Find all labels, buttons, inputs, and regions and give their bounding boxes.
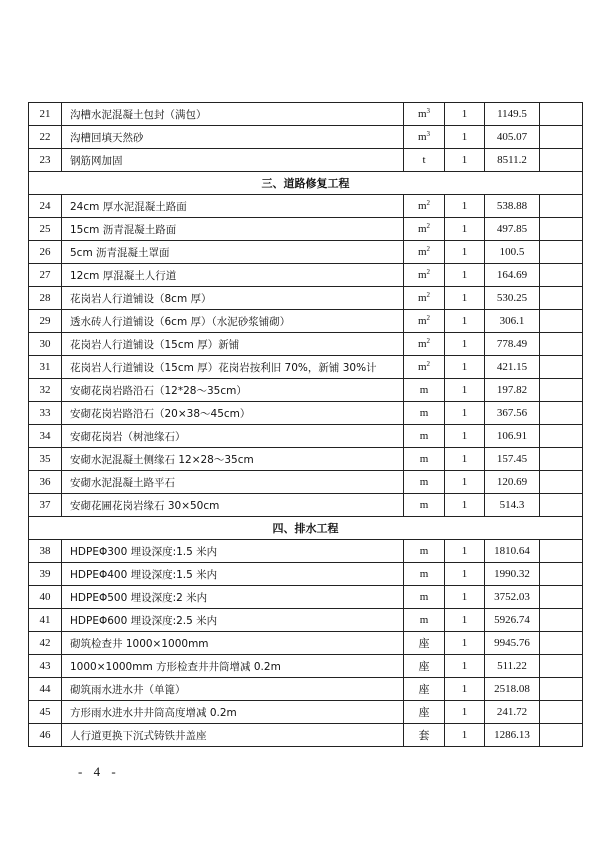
item-unit xyxy=(404,333,445,356)
table-row xyxy=(29,425,583,448)
table-row xyxy=(29,563,583,586)
item-name-cell xyxy=(62,241,404,264)
unit-base: m xyxy=(417,292,427,304)
unit-base: m xyxy=(419,453,429,465)
remarks-cell xyxy=(540,264,583,287)
unit-exponent: 2 xyxy=(426,337,431,345)
item-quantity: 1 xyxy=(445,655,485,678)
item-unit xyxy=(404,103,445,126)
item-name-cell xyxy=(62,379,404,402)
item-quantity: 1 xyxy=(445,494,485,517)
remarks-cell xyxy=(540,287,583,310)
remarks-cell xyxy=(540,540,583,563)
item-quantity: 1 xyxy=(445,701,485,724)
item-number: 38 xyxy=(29,540,62,563)
unit-base: m xyxy=(417,108,427,120)
unit-base: 座 xyxy=(418,661,430,673)
item-amount: 497.85 xyxy=(485,218,540,241)
remarks-cell xyxy=(540,586,583,609)
item-unit xyxy=(404,448,445,471)
unit-base: m xyxy=(417,361,427,373)
item-quantity: 1 xyxy=(445,218,485,241)
remarks-cell xyxy=(540,494,583,517)
remarks-cell xyxy=(540,310,583,333)
item-amount: 511.22 xyxy=(485,655,540,678)
remarks-cell xyxy=(540,724,583,747)
item-amount: 306.1 xyxy=(485,310,540,333)
table-row xyxy=(29,402,583,425)
item-unit xyxy=(404,379,445,402)
remarks-cell xyxy=(540,425,583,448)
item-number: 26 xyxy=(29,241,62,264)
item-quantity: 1 xyxy=(445,471,485,494)
item-amount: 9945.76 xyxy=(485,632,540,655)
item-name-cell xyxy=(62,126,404,149)
item-unit xyxy=(404,655,445,678)
item-name: 钢筋网加固 xyxy=(70,154,123,167)
item-quantity: 1 xyxy=(445,264,485,287)
item-name: HDPEΦ300 埋设深度:1.5 米内 xyxy=(70,545,218,558)
remarks-cell xyxy=(540,701,583,724)
item-amount: 405.07 xyxy=(485,126,540,149)
item-number: 22 xyxy=(29,126,62,149)
item-name: 砌筑检查井 1000×1000mm xyxy=(70,637,209,650)
unit-exponent: 2 xyxy=(426,314,431,322)
item-number: 41 xyxy=(29,609,62,632)
item-unit xyxy=(404,609,445,632)
item-amount: 1286.13 xyxy=(485,724,540,747)
item-name-cell xyxy=(62,402,404,425)
item-name: 安砌花岗岩路沿石（20×38～45cm） xyxy=(70,407,251,420)
item-amount: 367.56 xyxy=(485,402,540,425)
remarks-cell xyxy=(540,333,583,356)
item-quantity: 1 xyxy=(445,678,485,701)
item-name: 安砌花岗岩路沿石（12*28～35cm） xyxy=(70,384,247,397)
unit-base: m xyxy=(419,568,429,580)
unit-exponent: 3 xyxy=(426,107,431,115)
unit-base: m xyxy=(417,200,427,212)
item-name-cell xyxy=(62,494,404,517)
table-row xyxy=(29,264,583,287)
remarks-cell xyxy=(540,471,583,494)
item-amount: 8511.2 xyxy=(485,149,540,172)
item-number: 35 xyxy=(29,448,62,471)
unit-base: m xyxy=(417,131,427,143)
item-name-cell xyxy=(62,264,404,287)
item-name: 安砌花岗岩（树池缘石） xyxy=(70,430,186,443)
unit-base: m xyxy=(419,384,429,396)
item-number: 44 xyxy=(29,678,62,701)
unit-exponent: 2 xyxy=(426,245,431,253)
item-name-cell xyxy=(62,724,404,747)
item-quantity: 1 xyxy=(445,632,485,655)
item-number: 31 xyxy=(29,356,62,379)
item-quantity: 1 xyxy=(445,586,485,609)
item-unit xyxy=(404,632,445,655)
item-unit xyxy=(404,586,445,609)
remarks-cell xyxy=(540,149,583,172)
item-name-cell xyxy=(62,218,404,241)
table-row xyxy=(29,540,583,563)
item-quantity: 1 xyxy=(445,103,485,126)
item-unit xyxy=(404,218,445,241)
item-name: 1000×1000mm 方形检查井井筒增减 0.2m xyxy=(70,660,281,673)
item-quantity: 1 xyxy=(445,448,485,471)
item-name: 人行道更换下沉式铸铁井盖座 xyxy=(70,729,207,742)
remarks-cell xyxy=(540,448,583,471)
item-unit xyxy=(404,264,445,287)
item-unit xyxy=(404,494,445,517)
item-unit xyxy=(404,678,445,701)
item-name: HDPEΦ400 埋设深度:1.5 米内 xyxy=(70,568,218,581)
remarks-cell xyxy=(540,402,583,425)
table-row xyxy=(29,678,583,701)
table-row xyxy=(29,287,583,310)
table-row xyxy=(29,103,583,126)
remarks-cell xyxy=(540,356,583,379)
item-name: 5cm 沥青混凝土罩面 xyxy=(70,246,170,259)
unit-base: 套 xyxy=(418,730,430,742)
remarks-cell xyxy=(540,609,583,632)
unit-base: m xyxy=(419,614,429,626)
item-quantity: 1 xyxy=(445,333,485,356)
item-unit xyxy=(404,540,445,563)
item-number: 21 xyxy=(29,103,62,126)
item-number: 42 xyxy=(29,632,62,655)
item-number: 29 xyxy=(29,310,62,333)
item-amount: 100.5 xyxy=(485,241,540,264)
unit-exponent: 2 xyxy=(426,199,431,207)
item-quantity: 1 xyxy=(445,356,485,379)
item-amount: 2518.08 xyxy=(485,678,540,701)
item-quantity: 1 xyxy=(445,149,485,172)
page-number: - 4 - xyxy=(78,764,120,779)
item-name-cell xyxy=(62,103,404,126)
table-row xyxy=(29,149,583,172)
remarks-cell xyxy=(540,563,583,586)
table-row xyxy=(29,724,583,747)
item-number: 43 xyxy=(29,655,62,678)
item-number: 40 xyxy=(29,586,62,609)
item-name-cell xyxy=(62,655,404,678)
unit-base: m xyxy=(417,223,427,235)
item-unit xyxy=(404,402,445,425)
unit-base: m xyxy=(417,269,427,281)
unit-exponent: 2 xyxy=(426,268,431,276)
item-amount: 1990.32 xyxy=(485,563,540,586)
item-amount: 120.69 xyxy=(485,471,540,494)
item-number: 36 xyxy=(29,471,62,494)
item-amount: 241.72 xyxy=(485,701,540,724)
unit-exponent: 2 xyxy=(426,222,431,230)
table-row xyxy=(29,333,583,356)
item-quantity: 1 xyxy=(445,402,485,425)
item-name-cell xyxy=(62,310,404,333)
table-row xyxy=(29,218,583,241)
unit-base: m xyxy=(419,476,429,488)
item-number: 30 xyxy=(29,333,62,356)
remarks-cell xyxy=(540,241,583,264)
item-quantity: 1 xyxy=(445,310,485,333)
item-number: 37 xyxy=(29,494,62,517)
item-amount: 197.82 xyxy=(485,379,540,402)
remarks-cell xyxy=(540,195,583,218)
item-amount: 530.25 xyxy=(485,287,540,310)
item-name-cell xyxy=(62,540,404,563)
table-row xyxy=(29,586,583,609)
item-number: 23 xyxy=(29,149,62,172)
item-amount: 106.91 xyxy=(485,425,540,448)
item-name-cell xyxy=(62,425,404,448)
item-unit xyxy=(404,471,445,494)
table-row xyxy=(29,448,583,471)
item-number: 27 xyxy=(29,264,62,287)
table-row xyxy=(29,195,583,218)
remarks-cell xyxy=(540,218,583,241)
item-name-cell xyxy=(62,287,404,310)
item-amount: 1810.64 xyxy=(485,540,540,563)
table-row xyxy=(29,379,583,402)
item-name-cell xyxy=(62,701,404,724)
unit-exponent: 3 xyxy=(426,130,431,138)
item-quantity: 1 xyxy=(445,241,485,264)
item-amount: 538.88 xyxy=(485,195,540,218)
unit-base: t xyxy=(422,154,426,166)
item-name-cell xyxy=(62,149,404,172)
table-row xyxy=(29,609,583,632)
item-name-cell xyxy=(62,563,404,586)
item-quantity: 1 xyxy=(445,195,485,218)
table-row xyxy=(29,471,583,494)
item-quantity: 1 xyxy=(445,379,485,402)
item-number: 28 xyxy=(29,287,62,310)
item-quantity: 1 xyxy=(445,126,485,149)
remarks-cell xyxy=(540,103,583,126)
item-amount: 778.49 xyxy=(485,333,540,356)
item-name: HDPEΦ500 埋设深度:2 米内 xyxy=(70,591,208,604)
unit-exponent: 2 xyxy=(426,360,431,368)
item-name-cell xyxy=(62,333,404,356)
table-row xyxy=(29,494,583,517)
unit-base: 座 xyxy=(418,707,430,719)
item-name: 花岗岩人行道铺设（15cm 厚）新铺 xyxy=(70,338,240,351)
item-number: 24 xyxy=(29,195,62,218)
item-amount: 164.69 xyxy=(485,264,540,287)
unit-base: m xyxy=(419,407,429,419)
remarks-cell xyxy=(540,655,583,678)
unit-base: m xyxy=(419,591,429,603)
item-name: 透水砖人行道铺设（6cm 厚）（水泥砂浆铺砌） xyxy=(70,315,291,328)
table-row xyxy=(29,701,583,724)
item-quantity: 1 xyxy=(445,563,485,586)
section-header-row xyxy=(29,172,583,195)
item-unit xyxy=(404,425,445,448)
item-name-cell xyxy=(62,195,404,218)
remarks-cell xyxy=(540,678,583,701)
unit-base: 座 xyxy=(418,684,430,696)
item-quantity: 1 xyxy=(445,540,485,563)
item-number: 25 xyxy=(29,218,62,241)
item-unit xyxy=(404,195,445,218)
item-name: 花岗岩人行道铺设（15cm 厚）花岗岩按利旧 70%，新铺 30%计 xyxy=(70,361,377,374)
item-name: 安砌花圃花岗岩缘石 30×50cm xyxy=(70,499,220,512)
unit-base: 座 xyxy=(418,638,430,650)
item-unit xyxy=(404,724,445,747)
unit-base: m xyxy=(419,499,429,511)
item-name: 砌筑雨水进水井（单篦） xyxy=(70,683,186,696)
item-number: 34 xyxy=(29,425,62,448)
item-quantity: 1 xyxy=(445,287,485,310)
table-row xyxy=(29,356,583,379)
quantity-table xyxy=(28,102,583,747)
table-row xyxy=(29,655,583,678)
item-name: 安砌水泥混凝土侧缘石 12×28～35cm xyxy=(70,453,254,466)
unit-base: m xyxy=(419,430,429,442)
section-title: 三、道路修复工程 xyxy=(29,172,583,195)
unit-exponent: 2 xyxy=(426,291,431,299)
item-name: 安砌水泥混凝土路平石 xyxy=(70,476,175,489)
item-name-cell xyxy=(62,586,404,609)
item-unit xyxy=(404,701,445,724)
item-amount: 157.45 xyxy=(485,448,540,471)
item-name: 花岗岩人行道铺设（8cm 厚） xyxy=(70,292,212,305)
item-name: 方形雨水进水井井筒高度增减 0.2m xyxy=(70,706,237,719)
item-name-cell xyxy=(62,356,404,379)
item-unit xyxy=(404,149,445,172)
item-amount: 514.3 xyxy=(485,494,540,517)
item-unit xyxy=(404,310,445,333)
item-name: HDPEΦ600 埋设深度:2.5 米内 xyxy=(70,614,218,627)
item-number: 45 xyxy=(29,701,62,724)
remarks-cell xyxy=(540,379,583,402)
item-amount: 3752.03 xyxy=(485,586,540,609)
table-row xyxy=(29,310,583,333)
item-unit xyxy=(404,356,445,379)
item-amount: 5926.74 xyxy=(485,609,540,632)
section-header-row xyxy=(29,517,583,540)
unit-base: m xyxy=(417,338,427,350)
item-number: 39 xyxy=(29,563,62,586)
remarks-cell xyxy=(540,632,583,655)
table-row xyxy=(29,241,583,264)
item-number: 33 xyxy=(29,402,62,425)
item-unit xyxy=(404,126,445,149)
item-unit xyxy=(404,563,445,586)
item-name-cell xyxy=(62,678,404,701)
item-name-cell xyxy=(62,448,404,471)
item-unit xyxy=(404,287,445,310)
item-amount: 1149.5 xyxy=(485,103,540,126)
item-name-cell xyxy=(62,632,404,655)
item-quantity: 1 xyxy=(445,609,485,632)
table-row xyxy=(29,126,583,149)
item-name: 沟槽回填天然砂 xyxy=(70,131,144,144)
table-row xyxy=(29,632,583,655)
item-name: 12cm 厚混凝土人行道 xyxy=(70,269,177,282)
item-amount: 421.15 xyxy=(485,356,540,379)
item-name-cell xyxy=(62,609,404,632)
unit-base: m xyxy=(419,545,429,557)
item-name: 沟槽水泥混凝土包封（满包） xyxy=(70,108,207,121)
unit-base: m xyxy=(417,246,427,258)
item-name-cell xyxy=(62,471,404,494)
item-name: 15cm 沥青混凝土路面 xyxy=(70,223,177,236)
item-unit xyxy=(404,241,445,264)
unit-base: m xyxy=(417,315,427,327)
item-name: 24cm 厚水泥混凝土路面 xyxy=(70,200,187,213)
item-quantity: 1 xyxy=(445,724,485,747)
item-number: 46 xyxy=(29,724,62,747)
table-body xyxy=(29,103,583,747)
item-number: 32 xyxy=(29,379,62,402)
remarks-cell xyxy=(540,126,583,149)
item-quantity: 1 xyxy=(445,425,485,448)
section-title: 四、排水工程 xyxy=(29,517,583,540)
